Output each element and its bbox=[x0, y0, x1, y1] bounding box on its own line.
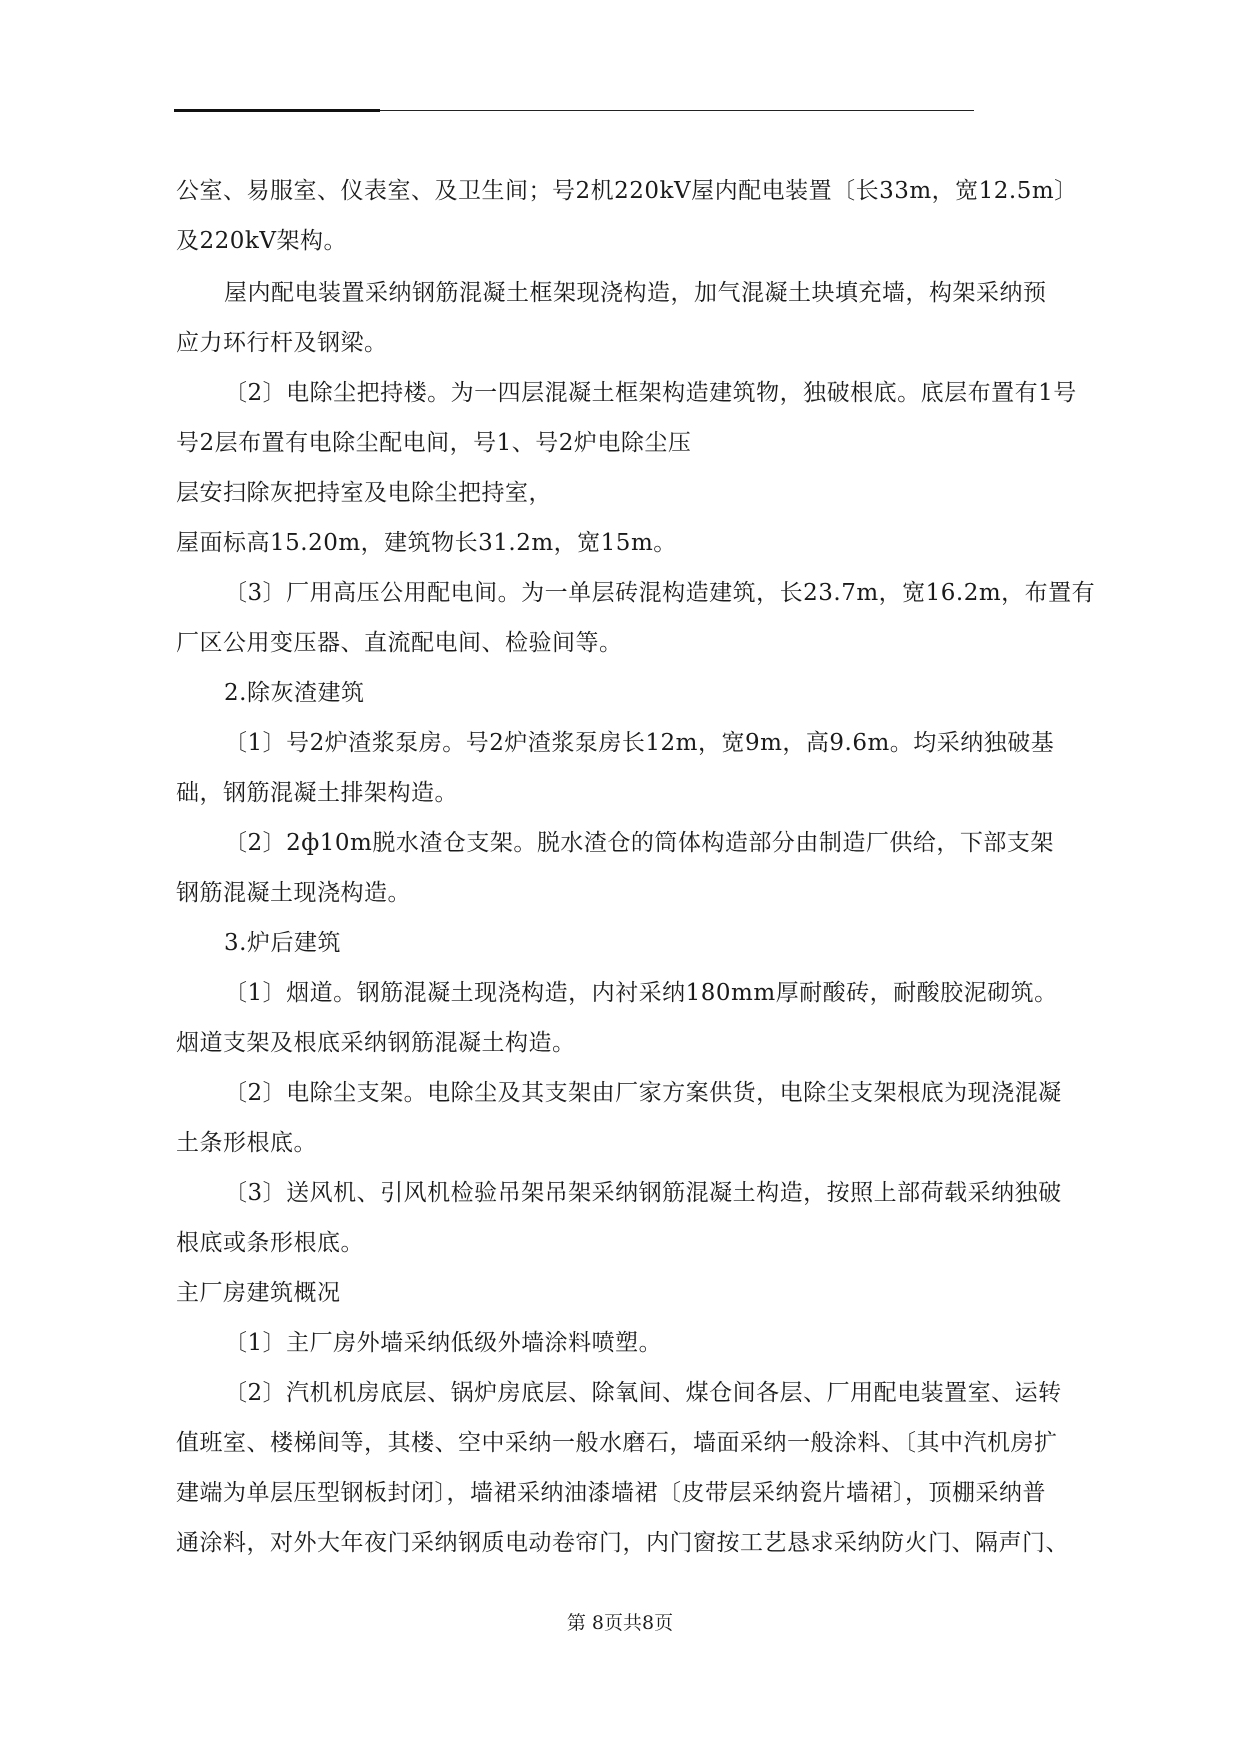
page-number-footer: 第 8页共8页 bbox=[566, 1612, 674, 1634]
text-line: 屋面标高15.20m，建筑物长31.2m，宽15m。 bbox=[176, 530, 677, 556]
text-line: 通涂料，对外大年夜门采纳钢质电动卷帘门，内门窗按工艺恳求采纳防火门、隔声门、 bbox=[176, 1530, 1069, 1556]
text-line: 〔1〕号2炉渣浆泵房。号2炉渣浆泵房长12m，宽9m，高9.6m。均采纳独破基 bbox=[224, 730, 1055, 756]
text-line: 层安扫除灰把持室及电除尘把持室， bbox=[176, 480, 552, 506]
text-line: 公室、易服室、仪表室、及卫生间；号2机220kV屋内配电装置〔长33m，宽12.5m〕 bbox=[176, 178, 1078, 204]
text-line: 厂区公用变压器、直流配电间、检验间等。 bbox=[176, 630, 623, 656]
text-line: 及220kV架构。 bbox=[176, 228, 347, 254]
text-line: 屋内配电装置采纳钢筋混凝土框架现浇构造，加气混凝土块填充墙，构架采纳预 bbox=[224, 280, 1047, 306]
text-line: 土条形根底。 bbox=[176, 1130, 317, 1156]
text-line: 号2层布置有电除尘配电间，号1、号2炉电除尘压 bbox=[176, 430, 692, 456]
text-line: 〔1〕主厂房外墙采纳低级外墙涂料喷塑。 bbox=[224, 1330, 663, 1356]
text-line: 〔2〕汽机机房底层、锅炉房底层、除氧间、煤仓间各层、厂用配电装置室、运转 bbox=[224, 1380, 1062, 1406]
text-line: 〔2〕2ф10m脱水渣仓支架。脱水渣仓的筒体构造部分由制造厂供给，下部支架 bbox=[224, 830, 1054, 856]
text-line: 〔3〕送风机、引风机检验吊架吊架采纳钢筋混凝土构造，按照上部荷载采纳独破 bbox=[224, 1180, 1062, 1206]
text-line: 烟道支架及根底采纳钢筋混凝土构造。 bbox=[176, 1030, 576, 1056]
section-heading: 主厂房建筑概况 bbox=[176, 1280, 341, 1306]
section-heading: 2.除灰渣建筑 bbox=[224, 680, 365, 706]
text-line: 建端为单层压型钢板封闭〕，墙裙采纳油漆墙裙〔皮带层采纳瓷片墙裙〕，顶棚采纳普 bbox=[176, 1480, 1046, 1506]
text-line: 〔1〕烟道。钢筋混凝土现浇构造，内衬采纳180mm厚耐酸砖，耐酸胶泥砌筑。 bbox=[224, 980, 1058, 1006]
header-rule bbox=[174, 110, 974, 111]
text-line: 应力环行杆及钢梁。 bbox=[176, 330, 388, 356]
text-line: 钢筋混凝土现浇构造。 bbox=[176, 880, 411, 906]
text-line: 〔2〕电除尘支架。电除尘及其支架由厂家方案供货，电除尘支架根底为现浇混凝 bbox=[224, 1080, 1062, 1106]
section-heading: 3.炉后建筑 bbox=[224, 930, 341, 956]
text-line: 〔3〕厂用高压公用配电间。为一单层砖混构造建筑，长23.7m，宽16.2m，布置有 bbox=[224, 580, 1096, 606]
text-line: 值班室、楼梯间等，其楼、空中采纳一般水磨石，墙面采纳一般涂料、〔其中汽机房扩 bbox=[176, 1430, 1058, 1456]
header-rule-accent bbox=[174, 109, 380, 112]
text-line: 础，钢筋混凝土排架构造。 bbox=[176, 780, 458, 806]
text-line: 根底或条形根底。 bbox=[176, 1230, 364, 1256]
text-line: 〔2〕电除尘把持楼。为一四层混凝土框架构造建筑物，独破根底。底层布置有1号 bbox=[224, 380, 1077, 406]
